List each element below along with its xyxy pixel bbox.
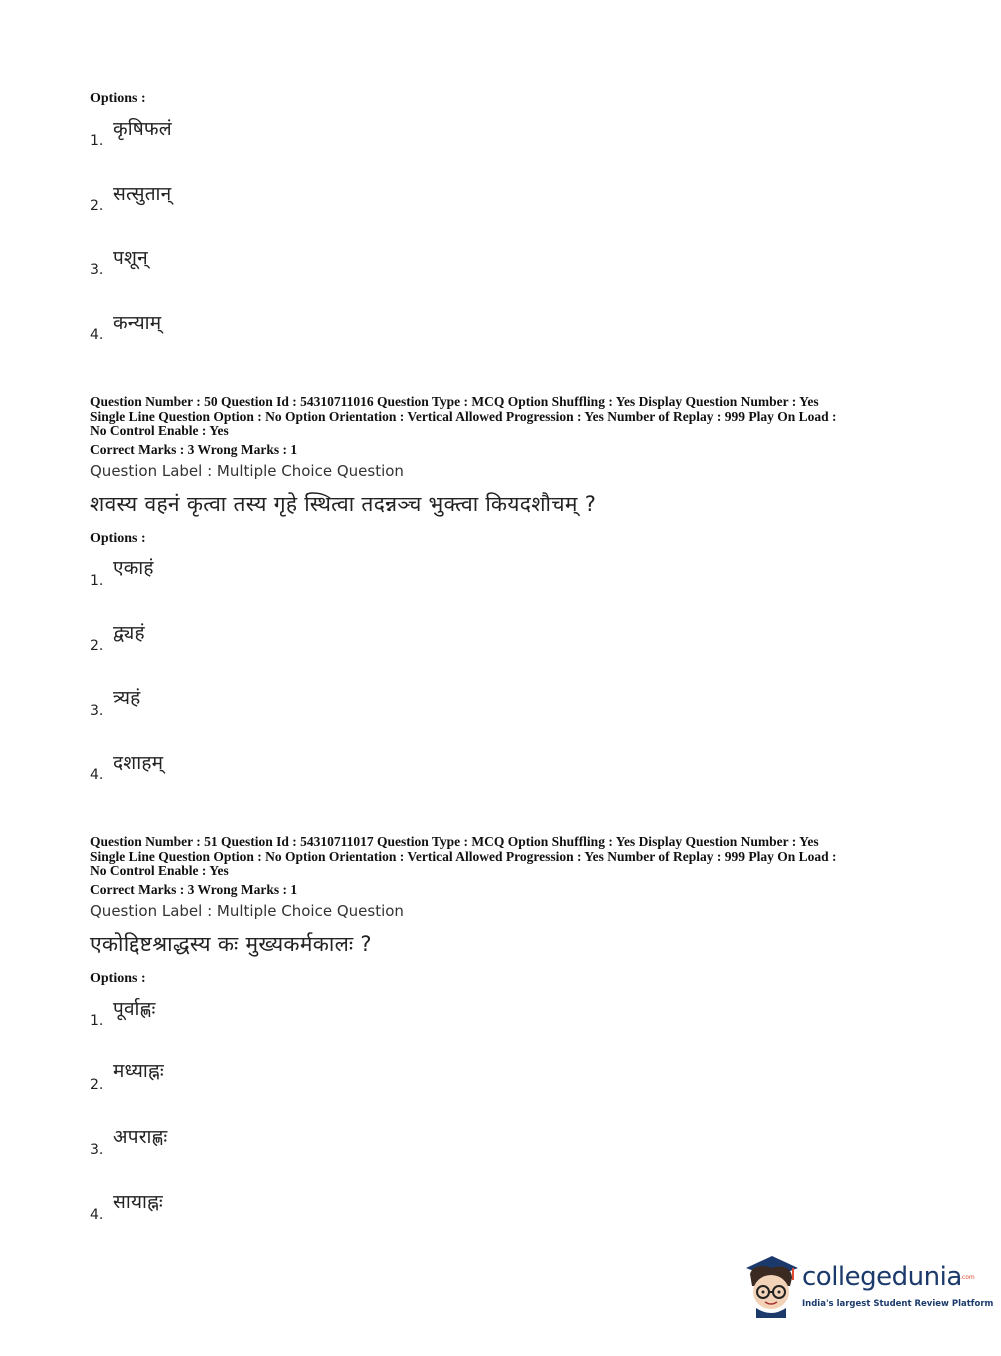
option-text: कन्याम् [113, 312, 162, 334]
mascot-icon [742, 1248, 800, 1318]
option-text: दशाहम् [113, 752, 164, 774]
question-meta-line: Single Line Question Option : No Option Orientation : Vertical Allowed Progression : Yes Number of Replay : 999 Play On Load : [90, 848, 837, 864]
option-number: 2. [90, 638, 104, 654]
option-text: पशून् [113, 247, 148, 269]
collegedunia-logo [742, 1248, 994, 1318]
option-number: 3. [90, 703, 104, 719]
option-number: 3. [90, 1142, 104, 1158]
option-number: 4. [90, 327, 104, 343]
option-number: 2. [90, 198, 104, 214]
option-text: सत्सुतान् [113, 183, 172, 205]
brand-name: collegedunia [802, 1262, 962, 1292]
question-label: Question Label : Multiple Choice Question [90, 902, 404, 920]
option-number: 4. [90, 1207, 104, 1223]
option-number: 2. [90, 1077, 104, 1093]
question-label: Question Label : Multiple Choice Question [90, 462, 404, 480]
question-text: शवस्य वहनं कृत्वा तस्य गृहे स्थित्वा तदन्नञ्च भुक्त्वा कियदशौचम् ? [90, 492, 597, 516]
option-number: 3. [90, 262, 104, 278]
option-text: मध्याह्नः [113, 1060, 164, 1082]
option-text: सायाह्नः [113, 1191, 163, 1213]
question-meta [90, 395, 920, 439]
brand-tagline: India's largest Student Review Platform [802, 1299, 994, 1309]
option-text: द्व्यहं [113, 622, 145, 644]
marks-line: Correct Marks : 3 Wrong Marks : 1 [90, 442, 298, 457]
question-meta [90, 835, 920, 879]
question-text: एकोद्दिष्टश्राद्धस्य कः मुख्यकर्मकालः ? [90, 932, 372, 956]
question-meta-line: No Control Enable : Yes [90, 423, 229, 438]
option-number: 1. [90, 133, 104, 149]
option-number: 1. [90, 573, 104, 589]
option-number: 4. [90, 767, 104, 783]
options-heading: Options : [90, 971, 146, 986]
option-text: कृषिफलं [113, 118, 172, 140]
option-text: अपराह्णः [113, 1126, 168, 1148]
options-heading: Options : [90, 91, 146, 106]
question-meta-line: Question Number : 51 Question Id : 54310711017 Question Type : MCQ Option Shuffling : Yes Display Question Number : Yes [90, 834, 819, 849]
option-text: त्र्यहं [113, 687, 141, 709]
question-meta-line: Single Line Question Option : No Option Orientation : Vertical Allowed Progression : Yes Number of Replay : 999 Play On Load : [90, 408, 837, 424]
marks-line: Correct Marks : 3 Wrong Marks : 1 [90, 882, 298, 897]
option-text: पूर्वाह्णः [113, 998, 156, 1020]
question-meta-line: Question Number : 50 Question Id : 54310711016 Question Type : MCQ Option Shuffling : Yes Display Question Number : Yes [90, 394, 819, 409]
brand-suffix: .com [960, 1274, 975, 1281]
option-number: 1. [90, 1013, 104, 1029]
question-meta-line: No Control Enable : Yes [90, 863, 229, 878]
options-heading: Options : [90, 531, 146, 546]
option-text: एकाहं [113, 557, 154, 579]
